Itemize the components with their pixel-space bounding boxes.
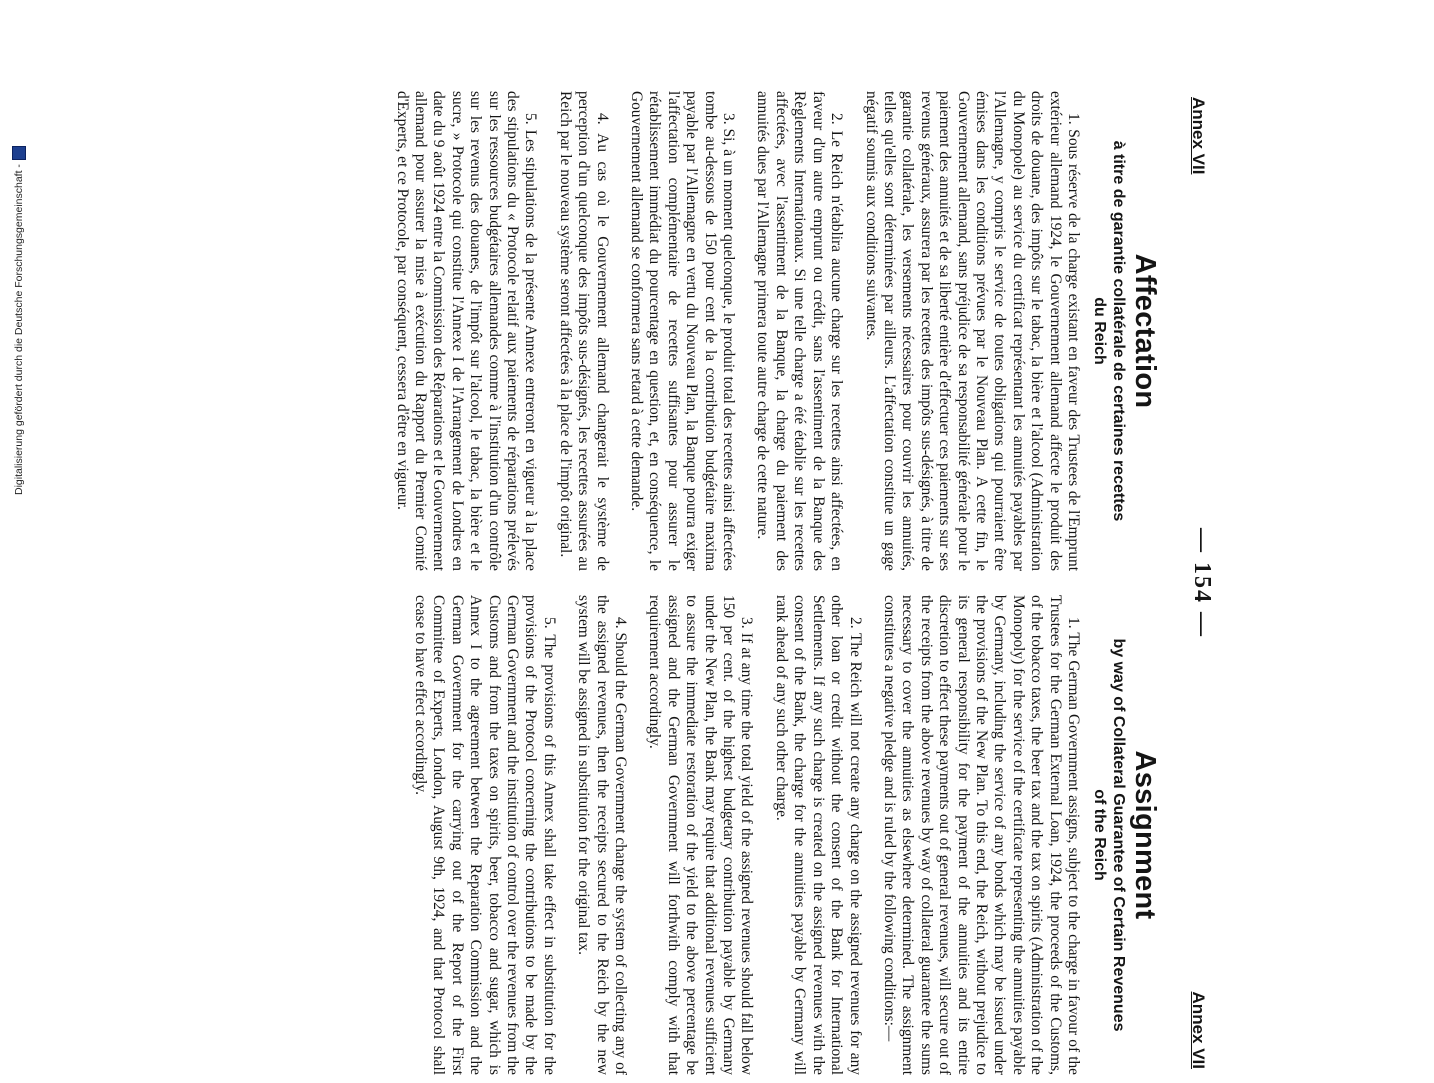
french-paragraph-4: 4. Au cas où le Gouvernement allemand changerait le système de perception d'un quelconque des impôts sus-désignés, les recettes assurées au Reich par le nouveau système seront affectées à la place de l'impôt original.: [556, 91, 611, 571]
english-text: [411, 595, 1082, 1075]
two-column-body: [376, 91, 1161, 1075]
french-title: Affectation: [1129, 253, 1161, 409]
english-paragraph-2: 2. The Reich will not create any charge on the assigned revenues for any other loan or credit without the consent of the Bank for International Settlements. If any such charge is created on the assigned revenues with the consent of the Bank, the charge for the annuities payable by Germany will rank ahead of any such other charge.: [772, 595, 864, 1075]
french-subtitle-line2: du Reich: [1091, 297, 1109, 365]
english-paragraph-3: 3. If at any time the total yield of the assigned revenues should fall below 150 per cent. of the highest budgetary contribution payable by Germany under the New Plan, the Bank may require that additional revenues sufficient to assure the immediate restoration of the yield to the above percentage be assigned and the German Government will forthwith comply with that requirement accordingly.: [646, 595, 756, 1075]
dfg-logo-icon: [12, 146, 26, 160]
english-paragraph-1: 1. The German Government assigns, subject to the charge in favour of the Trustees for the German External Loan, 1924, the proceeds of the Customs, of the tobacco taxes, the beer tax and the tax on spirits (Administration of the Monopoly) for the service of the certificate representing the annuities payable by Germany, including the service of any bonds which may be issued under the provisions of the New Plan. To this end, the Reich, without prejudice to its general responsibility for the payment of the annuities and its entire discretion to effect these payments out of general revenues, will secure out of the receipts from the above revenues by way of collateral guarantee the sums necessary to cover the annuities as elsewhere determined. The assignment constitutes a negative pledge and is ruled by the following conditions:—: [880, 595, 1082, 1075]
french-paragraph-3: 3. Si, à un moment quelconque, le produit total des recettes ainsi affectées tombe au-dessous de 150 pour cent de la contribution budgétaire maxima payable par l'Allemagne en vertu du Nouveau Plan, la Banque pourra exiger l'affectation complémentaire de recettes suffisantes pour assurer le rétablissement immédiat du pourcentage en question, et, en conséquence, le Gouvernement allemand se conformera sans retard à cette demande.: [628, 91, 738, 571]
document-page: [81, 83, 1217, 1083]
french-column: [376, 91, 1161, 571]
credit-text: Digitalisierung gefördert durch die Deutsche Forschungsgemeinschaft -: [13, 164, 25, 495]
french-paragraph-2: 2. Le Reich n'établira aucune charge sur les recettes ainsi affectées, en faveur d'un autre emprunt ou crédit, sans l'assentiment de la Banque des Règlements Internationaux. Si une telle charge a été établie sur les recettes affectées, avec l'assentiment de la Banque, la charge du paiement des annuités dues par l'Allemagne primera toute autre charge de cette nature.: [754, 91, 846, 571]
french-text: [392, 91, 1082, 571]
page-number: — 154 —: [1189, 528, 1215, 638]
french-paragraph-1: 1. Sous réserve de la charge existant en faveur des Trustees de l'Emprunt extérieur allemand 1924, le Gouvernement allemand affecte le produit des droits de douane, des impôts sur le tabac, la bière et l'alcool (Administration du Monopole) au service du certificat représentant les annuités payables par l'Allemagne, y compris le service de toutes obligations qui pourraient être émises dans les conditions prévues par le Nouveau Plan. A cette fin, le Gouvernement allemand, sans préjudice de sa responsabilité générale pour le paiement des annuités et de sa liberté entière d'effectuer ces paiements sur ses revenus généraux, assurera par les recettes des impôts sus-désignés, à titre de garantie collatérale, les versements nécessaires pour couvrir les annuités, telles qu'elles sont déterminées par ailleurs. L'affectation constitue un gage négatif soumis aux conditions suivantes.: [862, 91, 1082, 571]
page-header: [1161, 91, 1217, 1075]
french-paragraph-5: 5. Les stipulations de la présente Annexe entreront en vigueur à la place des stipulations du « Protocole relatif aux paiements de réparations prélevés sur les ressources budgétaires allemandes comme à l'institution d'un contrôle sur les revenus des douanes, de l'impôt sur l'alcool, le tabac, la bière et le sucre, » Protocole qui constitue l'Annexe I de l'Arrangement de Londres en date du 9 août 1924 entre la Commission des Réparations et le Gouvernement allemand pour assurer la mise à exécution du Rapport du Premier Comité d'Experts, et ce Protocole, par conséquent, cessera d'être en vigueur.: [393, 91, 540, 571]
english-paragraph-5: 5. The provisions of this Annex shall take effect in substitution for the provisions of the Protocol concerning the contributions to be made by the German Government and the institution of control over the revenues from the Customs and from the taxes on spirits, beer, tobacco and sugar, which is Annex I to the agreement between the Reparation Commission and the German Government for the carrying out of the Report of the First Committee of Experts, London, August 9th, 1924, and that Protocol shall cease to have effect accordingly.: [412, 595, 558, 1075]
english-column: [376, 595, 1161, 1075]
annex-label-right: Annex VII: [1189, 991, 1208, 1069]
english-paragraph-4: 4. Should the German Government change the system of collecting any of the assigned revenues, then the receipts secured to the Reich by the new system will be assigned in substitution for the original tax.: [575, 595, 630, 1075]
english-subtitle-line2: of the Reich: [1091, 789, 1109, 881]
english-subtitle: by way of Collateral Guarantee of Certain Revenues: [1110, 638, 1127, 1032]
annex-label-left: Annex VII: [1189, 97, 1208, 175]
french-subtitle: à titre de garantie collatérale de certaines recettes: [1110, 140, 1127, 522]
english-title: Assignment: [1129, 750, 1161, 920]
